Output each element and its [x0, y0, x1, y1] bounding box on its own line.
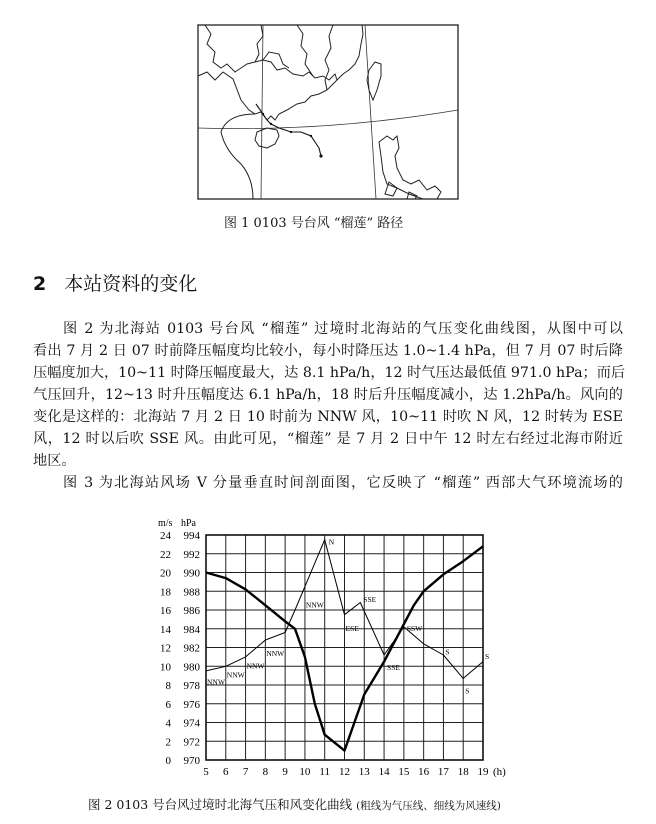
speed-tick-label: 12	[160, 642, 171, 655]
speed-tick-label: 24	[160, 530, 171, 542]
speed-tick-label: 14	[160, 623, 171, 636]
paragraph-line: 看出 7 月 2 日 07 时前降压幅度均比较小，每小时降压达 1.0~1.4 hPa，但 7 月 07 时后降	[33, 343, 623, 359]
wind-direction-label: SSW	[406, 623, 423, 633]
wind-direction-label: NNW	[266, 649, 285, 659]
figure-2-caption-main: 图 2 0103 号台风过境时北海气压和风变化曲线	[88, 797, 353, 812]
pressure-wind-chart	[140, 505, 530, 785]
typhoon-track-map	[197, 24, 459, 200]
x-tick-label: 11	[319, 766, 331, 778]
x-tick-label: 16	[418, 766, 430, 778]
x-tick-label: 17	[437, 766, 449, 778]
wind-direction-label: NNW	[246, 661, 265, 671]
wind-direction-label: NNW	[305, 600, 324, 610]
pressure-tick-label: 986	[183, 605, 200, 617]
speed-tick-label: 8	[165, 680, 171, 692]
figure-2-caption-note: (粗线为气压线、细线为风速线)	[356, 800, 501, 812]
speed-tick-label: 20	[160, 567, 171, 580]
chart-y-ticks	[160, 530, 201, 767]
pressure-tick-label: 990	[183, 567, 200, 580]
x-tick-label: 8	[262, 766, 269, 778]
x-tick-label: 5	[203, 766, 209, 778]
x-tick-label: 13	[358, 766, 370, 778]
wind-direction-label: S	[485, 651, 490, 661]
pressure-tick-label: 994	[183, 530, 200, 542]
speed-tick-label: 10	[160, 661, 171, 674]
x-tick-label: 15	[398, 766, 410, 778]
section-number: 2	[33, 273, 47, 295]
x-tick-label: 12	[339, 766, 350, 778]
paragraph-line: 图 3 为北海站风场 V 分量垂直时间剖面图，它反映了 “榴莲” 西部大气环境流场的	[63, 475, 623, 491]
figure-2-caption	[88, 795, 501, 813]
pressure-tick-label: 984	[183, 623, 200, 636]
x-tick-label: 19	[477, 766, 489, 778]
x-tick-label: 6	[223, 766, 229, 778]
wind-direction-label: S	[465, 686, 470, 696]
pressure-tick-label: 972	[183, 736, 200, 749]
section-title: 本站资料的变化	[64, 273, 198, 295]
wind-direction-label: NNW	[207, 677, 225, 687]
wind-direction-label: SSE	[363, 594, 377, 604]
pressure-tick-label: 988	[183, 586, 200, 599]
pressure-tick-label: 970	[183, 755, 200, 767]
wind-direction-label: ESE	[345, 623, 359, 633]
figure-1-caption: 图 1 0103 号台风 “榴莲” 路径	[224, 216, 404, 231]
speed-tick-label: 4	[165, 717, 171, 730]
x-tick-label: 10	[299, 766, 311, 778]
body-paragraph	[33, 318, 626, 472]
paragraph-line: 变化是这样的：北海站 7 月 2 日 10 时前为 NNW 风，10~11 时吹 N 风，12 时转为 ESE	[33, 409, 623, 425]
pressure-tick-label: 980	[183, 661, 200, 674]
x-tick-label: 14	[378, 766, 390, 778]
speed-tick-label: 2	[165, 736, 171, 749]
chart-x-ticks	[203, 766, 489, 778]
speed-tick-label: 22	[160, 548, 171, 561]
paragraph-line: 风，12 时以后吹 SSE 风。由此可见，“榴莲” 是 7 月 2 日中午 12 时左右经过北海市附近	[33, 431, 623, 447]
x-axis-unit-label: (h)	[493, 766, 506, 778]
paragraph-line: 压幅度加大，10~11 时降压幅度最大，达 8.1 hPa/h，12 时气压达最低值 971.0 hPa；而后	[33, 365, 626, 381]
x-tick-label: 7	[242, 766, 249, 778]
wind-direction-label: S	[445, 647, 450, 657]
speed-tick-label: 18	[160, 586, 171, 599]
x-tick-label: 18	[457, 766, 469, 778]
speed-tick-label: 0	[165, 755, 171, 767]
pressure-tick-label: 982	[183, 642, 200, 655]
speed-tick-label: 6	[165, 698, 171, 711]
paragraph-line: 图 2 为北海站 0103 号台风 “榴莲” 过境时北海站的气压变化曲线图，从图中可以	[63, 321, 623, 337]
paragraph-line: 地区。	[33, 453, 76, 469]
wind-direction-label: N	[328, 537, 335, 547]
pressure-unit-label: hPa	[181, 518, 196, 529]
speed-unit-label: m/s	[158, 518, 173, 529]
section-heading	[33, 269, 197, 296]
speed-tick-label: 16	[160, 605, 171, 617]
chart-grid	[206, 535, 483, 760]
pressure-tick-label: 974	[183, 717, 200, 730]
wind-direction-label: NNW	[226, 670, 245, 680]
paragraph-line: 气压回升，12~13 时升压幅度达 6.1 hPa/h，18 时后升压幅度减小，达 1.2hPa/h。风向的	[33, 387, 623, 403]
wind-direction-labels	[207, 538, 489, 696]
pressure-tick-label: 992	[183, 548, 200, 561]
body-paragraph	[33, 472, 623, 494]
x-tick-label: 9	[282, 766, 288, 778]
wind-direction-label: SSE	[387, 663, 400, 673]
pressure-tick-label: 978	[183, 680, 200, 692]
pressure-tick-label: 976	[183, 698, 200, 711]
map-frame	[198, 25, 458, 199]
